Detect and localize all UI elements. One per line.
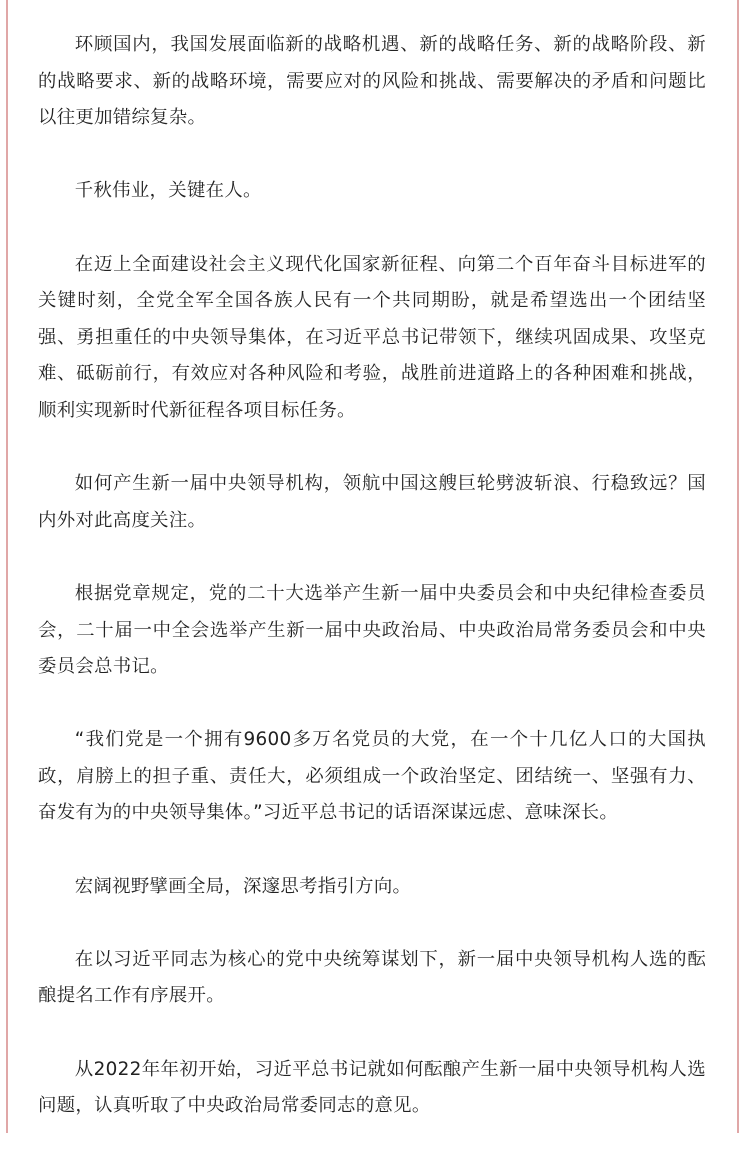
paragraph-4: 如何产生新一届中央领导机构，领航中国这艘巨轮劈波斩浪、行稳致远？国内外对此高度关注。 — [38, 473, 706, 531]
paragraph-3: 在迈上全面建设社会主义现代化国家新征程、向第二个百年奋斗目标进军的关键时刻，全党全军全国各族人民有一个共同期盼，就是希望选出一个团结坚强、勇担重任的中央领导集体，在习近平总书记带领下，继续巩固成果、攻坚克难、砥砺前行，有效应对各种风险和考验，战胜前进道路上的各种困难和挑战，顺利实现新时代新征程各项目标任务。 — [38, 253, 706, 421]
paragraph-5: 根据党章规定，党的二十大选举产生新一届中央委员会和中央纪律检查委员会，二十届一中全会选举产生新一届中央政治局、中央政治局常务委员会和中央委员会总书记。 — [38, 582, 706, 678]
paragraph-9: 从2022年年初开始，习近平总书记就如何酝酿产生新一届中央领导机构人选问题，认真听取了中央政治局常委同志的意见。 — [38, 1058, 706, 1117]
paragraph-1: 环顾国内，我国发展面临新的战略机遇、新的战略任务、新的战略阶段、新的战略要求、新的战略环境，需要应对的风险和挑战、需要解决的矛盾和问题比以往更加错综复杂。 — [38, 34, 706, 129]
article-body — [38, 27, 706, 1161]
paragraph-7: 宏阔视野擘画全局，深邃思考指引方向。 — [74, 875, 412, 897]
paragraph-8: 在以习近平同志为核心的党中央统筹谋划下，新一届中央领导机构人选的酝酿提名工作有序展开。 — [38, 948, 706, 1007]
paragraph-6: “我们党是一个拥有9600多万名党员的大党，在一个十几亿人口的大国执政，肩膀上的担子重、责任大，必须组成一个政治坚定、团结统一、坚强有力、奋发有为的中央领导集体。”习近平总书记的话语深谋远虑、意味深长。 — [38, 729, 706, 824]
paragraph-2: 千秋伟业，关键在人。 — [74, 180, 262, 202]
